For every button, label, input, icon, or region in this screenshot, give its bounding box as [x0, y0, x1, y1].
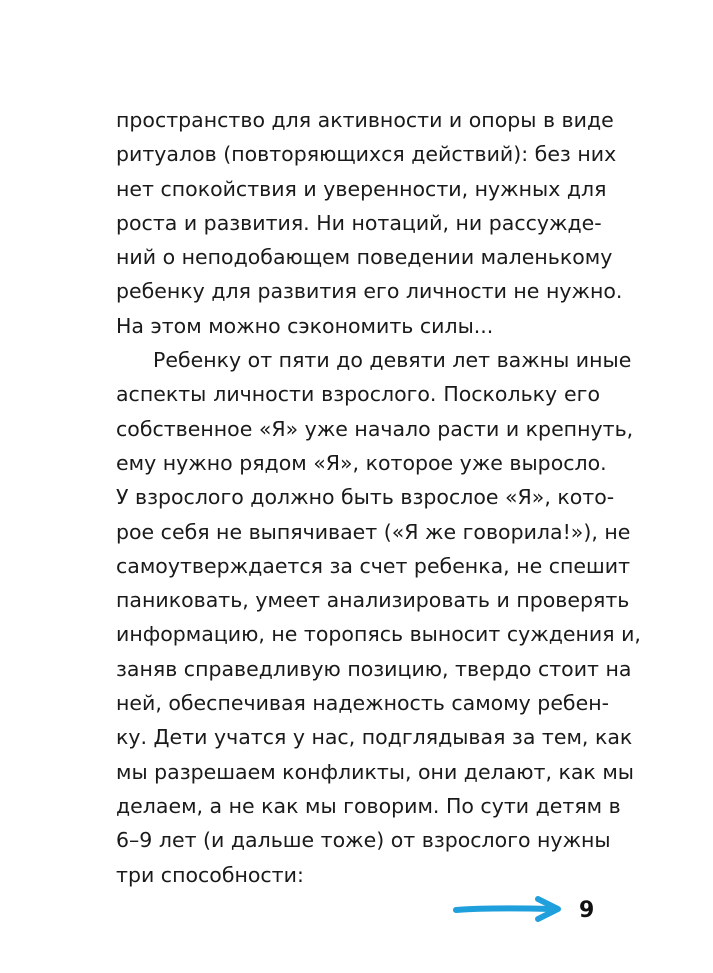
text-line: ний о неподобающем поведении маленькому	[116, 245, 613, 270]
text-line: нет спокойствия и уверенности, нужных для	[116, 176, 607, 201]
text-line: ребенку для развития его личности не нужно.	[116, 279, 623, 304]
paragraph-first-line: Ребенку от пяти до девяти лет важны иные	[153, 348, 632, 373]
text-line: 6–9 лет (и дальше тоже) от взрослого нужны	[116, 828, 611, 853]
text-line: У взрослого должно быть взрослое «Я», кото-	[116, 485, 615, 510]
arrow-shaft	[456, 908, 552, 910]
text-line: паниковать, умеет анализировать и проверять	[116, 588, 630, 613]
text-line: заняв справедливую позицию, твердо стоит на	[116, 656, 632, 681]
text-line: ему нужно рядом «Я», которое уже выросло.	[116, 450, 607, 475]
arrow-right-icon	[452, 894, 564, 924]
text-line: делаем, а не как мы говорим. По сути детям в	[116, 793, 621, 818]
text-line: собственное «Я» уже начало расти и крепнуть,	[116, 416, 634, 441]
body-text	[116, 103, 641, 892]
text-line: пространство для активности и опоры в виде	[116, 108, 614, 132]
text-line: три способности:	[116, 862, 304, 887]
page-number: 9	[579, 898, 595, 923]
text-line: ку. Дети учатся у нас, подглядывая за тем, как	[116, 725, 633, 750]
text-line: самоутверждается за счет ребенка, не спешит	[116, 553, 631, 578]
text-line: ней, обеспечивая надежность самому ребен-	[116, 691, 609, 716]
text-line: роста и развития. Ни нотаций, ни рассужде-	[116, 210, 602, 235]
text-line: рое себя не выпячивает («Я же говорила!»), не	[116, 519, 631, 544]
text-line: мы разрешаем конфликты, они делают, как мы	[116, 759, 634, 784]
text-line: информацию, не торопясь выносит суждения и,	[116, 622, 641, 647]
text-line: аспекты личности взрослого. Поскольку его	[116, 382, 600, 407]
text-line: На этом можно сэкономить силы...	[116, 313, 494, 338]
text-line: ритуалов (повторяющихся действий): без них	[116, 142, 617, 167]
